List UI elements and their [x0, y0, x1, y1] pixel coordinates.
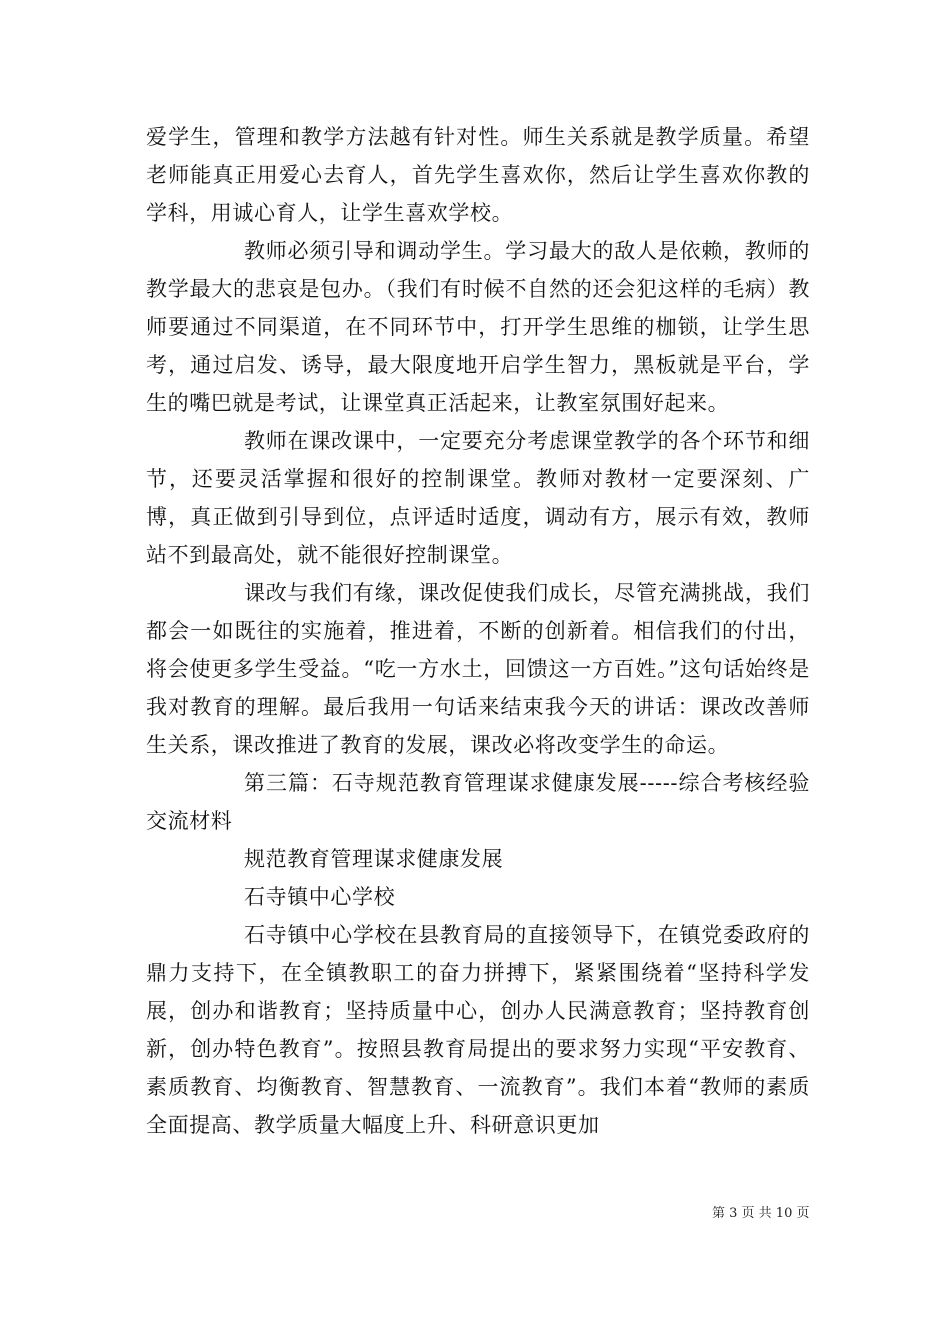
section-heading: 第三篇：石寺规范教育管理谋求健康发展-----综合考核经验交流材料: [146, 771, 810, 833]
paragraph-guide-students: 教师必须引导和调动学生。学习最大的敌人是依赖，教师的教学最大的悲哀是包办。（我们有时候不自然的还会犯这样的毛病）教师要通过不同渠道，在不同环节中，打开学生思维的枷锁，让学生思考，通过启发、诱导，最大限度地开启学生智力，黑板就是平台，学生的嘴巴就是考试，让课堂真正活起来，让教室氛围好起来。: [146, 239, 810, 415]
paragraph-school-intro: 石寺镇中心学校在县教育局的直接领导下，在镇党委政府的鼎力支持下，在全镇教职工的奋力拼搏下，紧紧围绕着“坚持科学发展，创办和谐教育；坚持质量中心，创办人民满意教育；坚持教育创新，创办特色教育”。按照县教育局提出的要求努力实现“平安教育、素质教育、均衡教育、智慧教育、一流教育”。我们本着“教师的素质全面提高、教学质量大幅度上升、科研意识更加: [146, 923, 810, 1137]
document-body: [146, 118, 810, 1144]
paragraph-classroom-control: 教师在课改课中，一定要充分考虑课堂教学的各个环节和细节，还要灵活掌握和很好的控制课堂。教师对教材一定要深刻、广博，真正做到引导到位，点评适时适度，调动有方，展示有效，教师站不到最高处，就不能很好控制课堂。: [146, 429, 810, 567]
page-number-footer: 第 3 页 共 10 页: [712, 1206, 810, 1221]
article-author: 石寺镇中心学校: [244, 885, 396, 909]
paragraph-reform-conclusion: 课改与我们有缘，课改促使我们成长，尽管充满挑战，我们都会一如既往的实施着，推进着，不断的创新着。相信我们的付出，将会使更多学生受益。“吃一方水土，回馈这一方百姓。”这句话始终是我对教育的理解。最后我用一句话来结束我今天的讲话：课改改善师生关系，课改推进了教育的发展，课改必将改变学生的命运。: [146, 581, 810, 757]
article-title: 规范教育管理谋求健康发展: [244, 847, 504, 871]
paragraph-continuation: 爱学生，管理和教学方法越有针对性。师生关系就是教学质量。希望老师能真正用爱心去育人，首先学生喜欢你，然后让学生喜欢你教的学科，用诚心育人，让学生喜欢学校。: [146, 125, 810, 225]
